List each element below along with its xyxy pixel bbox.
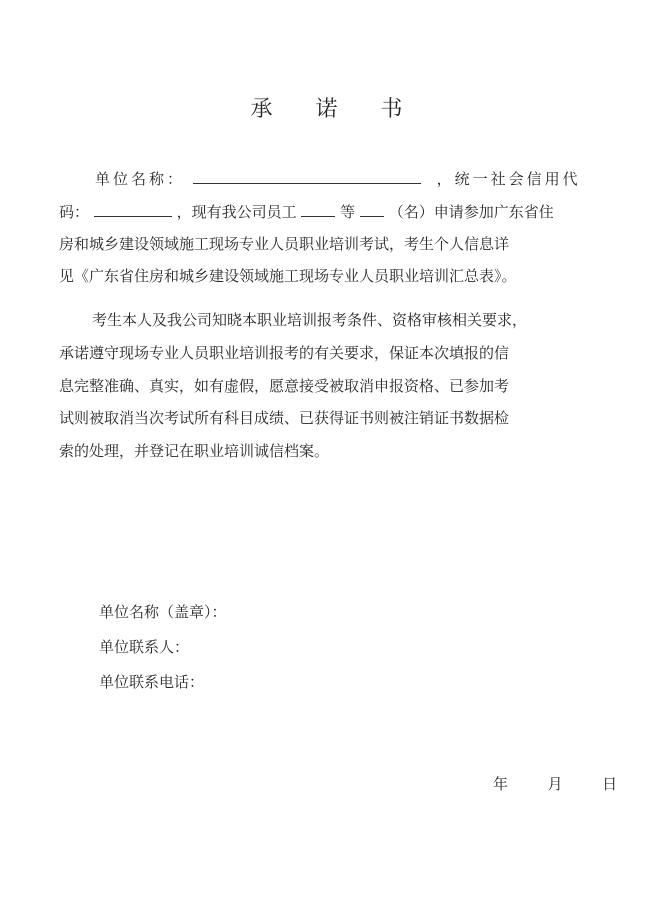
staff-name-blank[interactable] — [301, 200, 335, 217]
para1-line-2 — [59, 200, 554, 222]
date-day: 日 — [602, 775, 618, 793]
para2-line-4: 试则被取消当次考试所有科目成绩、已获得证书则被注销证书数据检 — [59, 409, 510, 427]
unit-name-label: 单位名称： — [95, 170, 186, 188]
signature-phone: 单位联系电话： — [99, 673, 205, 691]
etc-label: 等 — [340, 203, 356, 221]
para2-line-1: 考生本人及我公司知晓本职业培训报考条件、资格审核相关要求， — [92, 311, 528, 329]
code-label: 码： — [59, 203, 90, 221]
date-line — [493, 773, 617, 794]
unit-name-blank[interactable] — [193, 167, 421, 184]
credit-code-blank[interactable] — [94, 200, 172, 217]
staff-label: ，现有我公司员工 — [176, 203, 297, 221]
credit-code-label: ，统一社会信用代 — [436, 170, 581, 188]
para2-line-3: 息完整准确、真实，如有虚假，愿意接受被取消申报资格、已参加考 — [59, 377, 510, 395]
signature-contact: 单位联系人： — [99, 638, 190, 656]
staff-count-blank[interactable] — [360, 200, 384, 217]
para2-line-2: 承诺遵守现场专业人员职业培训报考的有关要求，保证本次填报的信 — [59, 344, 510, 362]
date-year: 年 — [493, 775, 509, 793]
para1-line-1 — [95, 167, 581, 189]
para1-line-3: 房和城乡建设领域施工现场专业人员职业培训考试，考生个人信息详 — [59, 235, 510, 253]
para2-line-5: 索的处理，并登记在职业培训诚信档案。 — [59, 442, 330, 460]
document-title: 承 诺 书 — [250, 97, 421, 122]
para1-line-4: 见《广东省住房和城乡建设领域施工现场专业人员职业培训汇总表》。 — [59, 267, 517, 285]
apply-label: （名）申请参加广东省住 — [388, 203, 554, 221]
date-month: 月 — [547, 775, 563, 793]
signature-unit-name: 单位名称（盖章）： — [99, 603, 227, 621]
